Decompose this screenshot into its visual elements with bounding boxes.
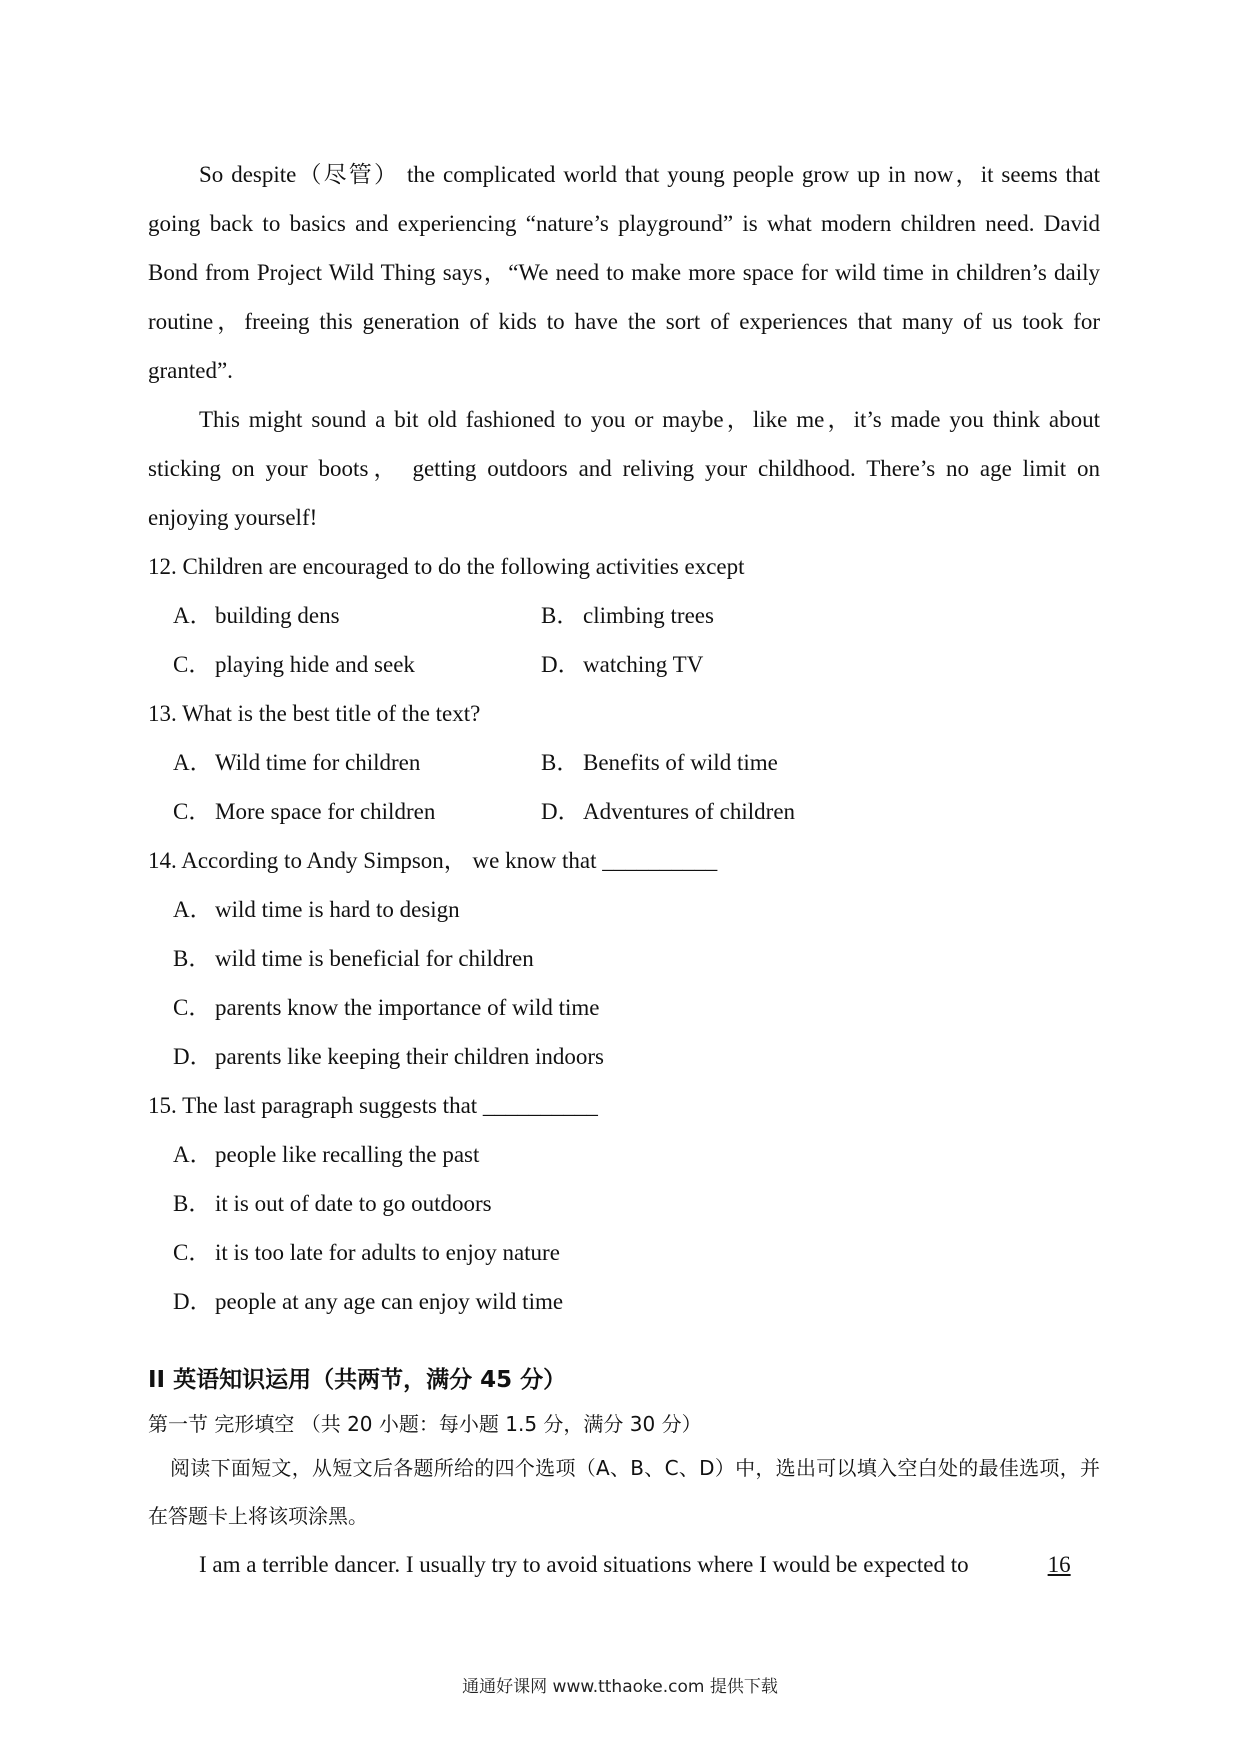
option-b <box>541 591 941 640</box>
passage-paragraph-2: This might sound a bit old fashioned to you or maybe，like me，it’s made you think about sticking on your boots， getting outdoors and reliving your childhood. There’s no age limit on enjoying yourself! <box>148 407 1100 530</box>
option-text: playing hide and seek <box>215 652 415 677</box>
question-12 <box>148 542 1100 689</box>
option-text: More space for children <box>215 799 436 824</box>
section-instruction: 阅读下面短文，从短文后各题所给的四个选项（A、B、C、D）中，选出可以填入空白处的最佳选项，并在答题卡上将该项涂黑。 <box>148 1456 1100 1528</box>
question-stem: 13. What is the best title of the text? <box>148 701 481 726</box>
cloze-passage-start <box>148 1540 1100 1590</box>
section-title: II 英语知识运用（共两节，满分 45 分） <box>148 1367 567 1393</box>
option-letter: C． <box>173 995 212 1020</box>
option-d <box>173 1032 1100 1081</box>
option-letter: C． <box>173 1240 212 1265</box>
passage-paragraph-1: So despite（尽管） the complicated world that young people grow up in now，it seems that going back to basics and experiencing “nature’s playground” is what modern children need. David Bond from Project Wild Thing says，“We need to make more space for wild time in children’s daily routine，freeing this generation of kids to have the sort of experiences that many of us took for granted”. <box>148 162 1100 383</box>
option-letter: C． <box>173 799 212 824</box>
option-text: parents know the importance of wild time <box>215 995 600 1020</box>
option-text: Adventures of children <box>583 799 796 824</box>
option-b <box>541 738 941 787</box>
option-c <box>173 983 1100 1032</box>
option-text: it is too late for adults to enjoy nature <box>215 1240 560 1265</box>
option-b <box>173 934 1100 983</box>
option-text: parents like keeping their children indoors <box>215 1044 604 1069</box>
option-letter: A． <box>173 897 213 922</box>
question-stem: 15. The last paragraph suggests that __________ <box>148 1093 598 1118</box>
option-letter: A． <box>173 603 213 628</box>
option-d <box>541 787 941 836</box>
page-footer: 通通好课网 www.tthaoke.com 提供下载 <box>462 1677 778 1697</box>
option-text: Wild time for children <box>215 750 421 775</box>
option-text: climbing trees <box>583 603 714 628</box>
option-c <box>173 640 541 689</box>
option-letter: B． <box>541 750 580 775</box>
question-13 <box>148 689 1100 836</box>
option-letter: B． <box>541 603 580 628</box>
option-a <box>173 885 1100 934</box>
option-letter: D． <box>173 1289 213 1314</box>
cloze-blank-number: 16 <box>1047 1552 1071 1577</box>
option-c <box>173 1228 1100 1277</box>
option-text: watching TV <box>583 652 704 677</box>
question-stem: 12. Children are encouraged to do the following activities except <box>148 554 745 579</box>
page-content <box>148 150 1100 1590</box>
question-stem: 14. According to Andy Simpson， we know that __________ <box>148 848 718 873</box>
question-15 <box>148 1081 1100 1326</box>
option-text: people like recalling the past <box>215 1142 480 1167</box>
option-d <box>541 640 941 689</box>
option-d <box>173 1277 1100 1326</box>
option-letter: B． <box>173 946 212 971</box>
section-subtitle: 第一节 完形填空 （共 20 小题：每小题 1.5 分，满分 30 分） <box>148 1412 702 1436</box>
options-grid <box>173 591 1100 689</box>
option-a <box>173 1130 1100 1179</box>
option-text: it is out of date to go outdoors <box>215 1191 492 1216</box>
option-letter: D． <box>541 652 581 677</box>
option-text: Benefits of wild time <box>583 750 778 775</box>
option-letter: B． <box>173 1191 212 1216</box>
options-grid <box>173 738 1100 836</box>
option-letter: A． <box>173 1142 213 1167</box>
option-text: building dens <box>215 603 340 628</box>
cloze-text: I am a terrible dancer. I usually try to avoid situations where I would be expected to <box>199 1552 969 1577</box>
option-b <box>173 1179 1100 1228</box>
option-text: wild time is hard to design <box>215 897 460 922</box>
option-letter: D． <box>173 1044 213 1069</box>
option-a <box>173 738 541 787</box>
option-text: people at any age can enjoy wild time <box>215 1289 564 1314</box>
option-c <box>173 787 541 836</box>
option-a <box>173 591 541 640</box>
option-text: wild time is beneficial for children <box>215 946 534 971</box>
option-letter: C． <box>173 652 212 677</box>
option-letter: D． <box>541 799 581 824</box>
question-14 <box>148 836 1100 1081</box>
option-letter: A． <box>173 750 213 775</box>
